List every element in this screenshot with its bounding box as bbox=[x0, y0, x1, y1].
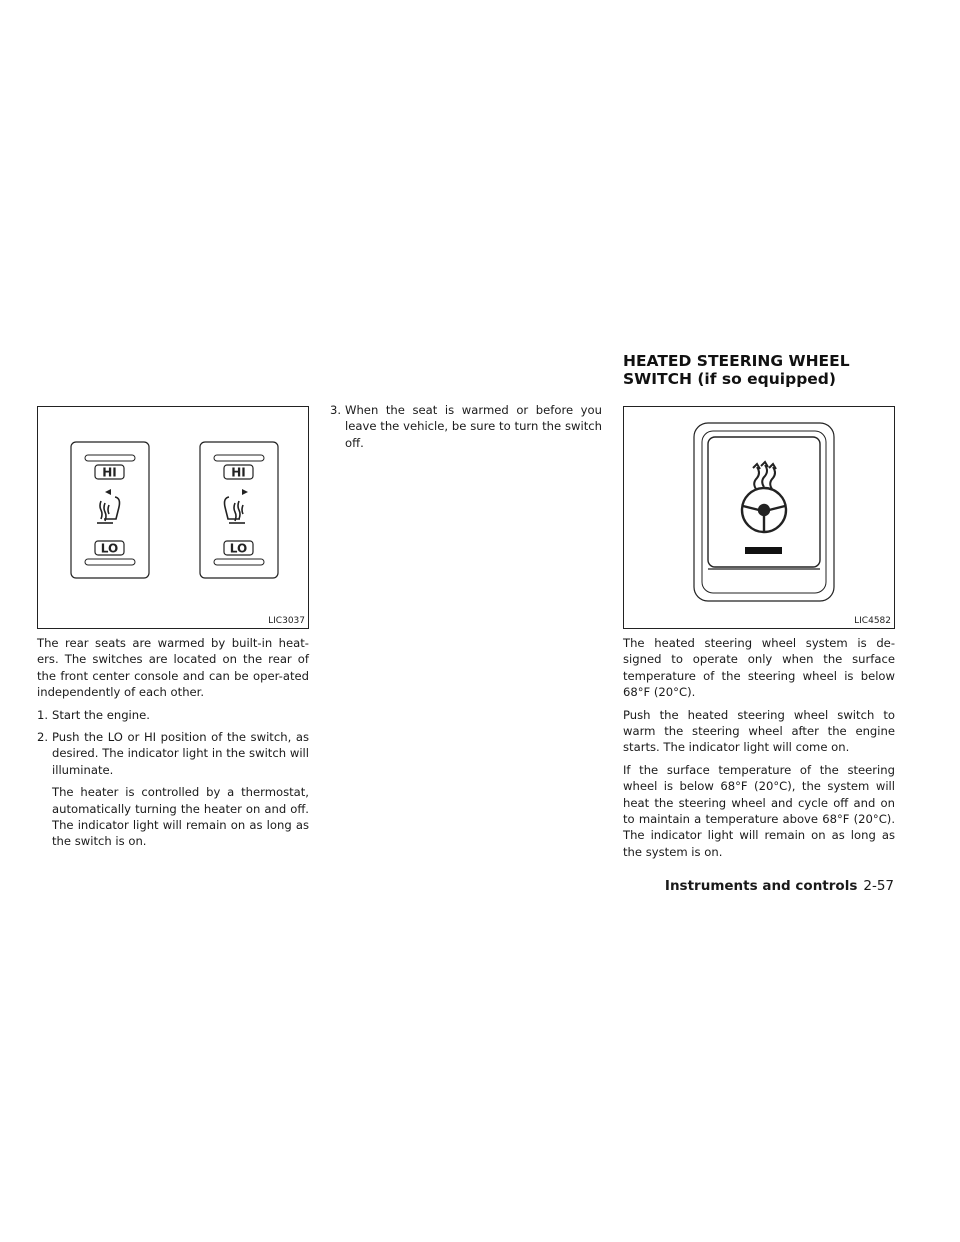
seat-switch-left bbox=[71, 442, 149, 578]
step-text: Start the engine. bbox=[52, 707, 150, 722]
page-footer bbox=[665, 878, 894, 894]
list-item bbox=[37, 729, 309, 778]
step-number: 1. bbox=[37, 707, 49, 722]
figure-code: LIC4582 bbox=[854, 616, 891, 626]
seat-heater-switches-illustration bbox=[38, 407, 308, 628]
figure-seat-heater-switches bbox=[37, 406, 309, 629]
intro-paragraph: The rear seats are warmed by built-in heat-ers. The switches are located on the rear of the front center console and can be oper-ated independently of each other. bbox=[37, 636, 309, 700]
steering-wheel-switch-illustration bbox=[624, 407, 894, 628]
right-column bbox=[623, 635, 895, 866]
page-number: 2-57 bbox=[863, 878, 894, 894]
switch-left-hi-label: HI bbox=[102, 465, 117, 480]
step-text: Push the LO or HI position of the switch, as desired. The indicator light in the switch will illuminate. bbox=[52, 730, 309, 777]
step-text: When the seat is warmed or before you leave the vehicle, be sure to turn the switch off. bbox=[345, 403, 602, 450]
left-column bbox=[37, 635, 309, 856]
section-title: HEATED STEERING WHEEL SWITCH (if so equipped) bbox=[623, 352, 850, 388]
indicator-light bbox=[745, 547, 782, 554]
step-note: The heater is controlled by a thermostat, automatically turning the heater on and off. The indicator light will remain on as long as the switch is on. bbox=[52, 785, 309, 849]
paragraph: The heated steering wheel system is de-signed to operate only when the surface temperature of the steering wheel is below 68°F (20°C). bbox=[623, 636, 895, 700]
list-item bbox=[330, 402, 602, 451]
chapter-title: Instruments and controls bbox=[664, 878, 858, 894]
step-number: 3. bbox=[330, 403, 342, 417]
figure-code: LIC3037 bbox=[268, 616, 305, 626]
switch-left-lo-label: LO bbox=[100, 541, 119, 556]
paragraph: Push the heated steering wheel switch to warm the steering wheel after the engine starts. The indicator light will come on. bbox=[623, 707, 895, 755]
figure-heated-steering-wheel-switch bbox=[623, 406, 895, 629]
step-number: 2. bbox=[37, 730, 49, 745]
switch-right-lo-label: LO bbox=[229, 541, 248, 556]
paragraph: If the surface temperature of the steering wheel is below 68°F (20°C), the system will heat the steering wheel and cycle off and on to maintain a temperature above 68°F (20°C). The indicator light will remain on as long as the system is on. bbox=[623, 762, 895, 859]
seat-switch-right bbox=[200, 442, 278, 578]
list-item bbox=[37, 707, 309, 723]
middle-column bbox=[330, 402, 602, 457]
switch-right-hi-label: HI bbox=[231, 465, 246, 480]
